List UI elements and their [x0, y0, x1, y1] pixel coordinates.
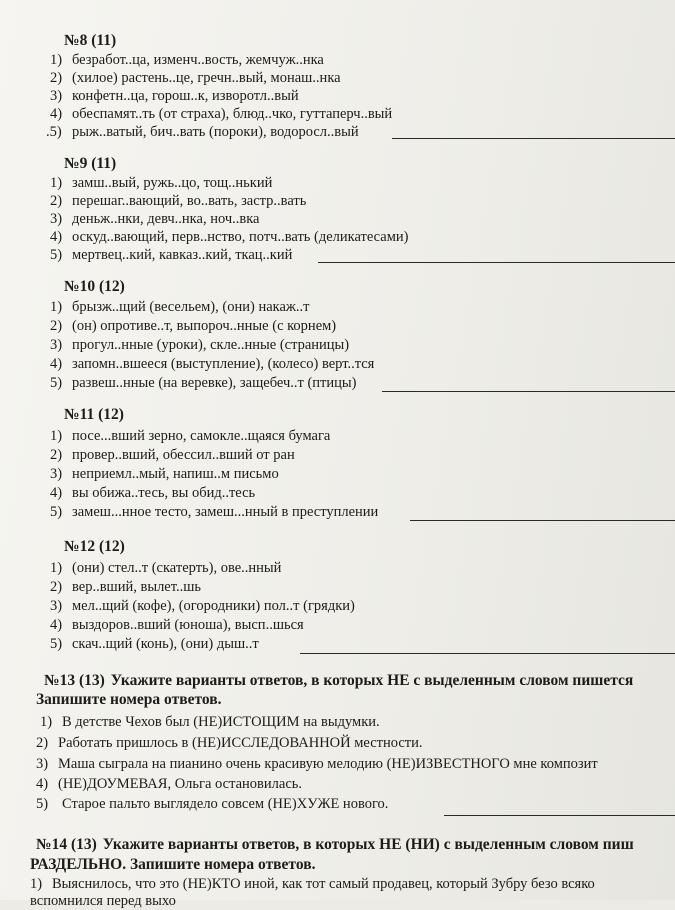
answer-line[interactable] [300, 653, 675, 654]
task-number: №14 (13) [36, 836, 97, 853]
item-number: 1) [50, 560, 63, 576]
item-text: мел..щий (кофе), (огородники) пол..т (грядки) [72, 598, 355, 614]
task-9-item-2 [50, 193, 306, 210]
item-number: 1) [50, 52, 63, 68]
item-number: 2) [50, 70, 63, 86]
item-text: деньж..нки, девч..нка, ноч..вка [72, 211, 260, 227]
item-number: 5) [36, 796, 49, 812]
item-text: посе...вший зерно, самокле..щаяся бумага [72, 428, 331, 444]
answer-line[interactable] [318, 262, 675, 263]
item-text: провер..вший, обессил..вший от ран [72, 447, 295, 463]
item-number: 1) [50, 175, 63, 191]
item-number: 4) [36, 776, 49, 792]
task-11-title: №11 (12) [64, 406, 124, 423]
task-11-item-3 [50, 466, 279, 483]
item-number: 2) [50, 318, 63, 334]
task-9-item-5 [50, 247, 292, 264]
item-text: оскуд..вающий, перв..нство, потч..вать (деликатесами) [72, 229, 409, 245]
task-10-item-3 [50, 337, 349, 354]
item-text: Выяснилось, что это (НЕ)КТО иной, как тот самый продавец, который Зубру безо всяко [52, 876, 595, 892]
item-text: выздоров..вший (юноша), высп..шься [72, 617, 304, 633]
task-8-title: №8 (11) [64, 32, 117, 49]
task-14-item-1-continued [30, 893, 176, 910]
answer-line[interactable] [410, 520, 675, 521]
item-text: конфетн..ца, горош..к, изворотл..вый [72, 88, 299, 104]
task-number: №13 (13) [44, 672, 105, 689]
item-text: (хилое) растень..це, гречн..вый, монаш..нка [72, 70, 341, 86]
task-13-item-3 [36, 756, 598, 773]
task-13-item-5 [36, 796, 388, 813]
answer-line[interactable] [392, 138, 675, 139]
item-text: скач..щий (конь), (они) дыш..т [72, 636, 259, 652]
task-8-item-1 [50, 52, 324, 69]
item-number: 2) [50, 447, 63, 463]
item-text: (НЕ)ДОУМЕВАЯ, Ольга остановилась. [58, 776, 302, 792]
item-text: безработ..ца, изменч..вость, жемчуж..нка [72, 52, 324, 68]
task-11-item-5 [50, 504, 378, 521]
task-8-item-5 [46, 124, 359, 141]
item-text: В детстве Чехов был (НЕ)ИСТОЩИМ на выдумки. [62, 714, 380, 730]
item-number: 3) [50, 466, 63, 482]
item-number: 4) [50, 229, 63, 245]
task-8-item-3 [50, 88, 299, 105]
task-instruction: Укажите варианты ответов, в которых НЕ с выделенным словом пишется [110, 672, 634, 689]
item-number: 4) [50, 356, 63, 372]
task-12-item-3 [50, 598, 355, 615]
item-text: рыж..ватый, бич..вать (пороки), водоросл..вый [72, 124, 359, 140]
task-9-item-3 [50, 211, 259, 228]
item-number: 3) [50, 211, 63, 227]
item-number: 1) [50, 299, 63, 315]
item-number: 5) [50, 504, 63, 520]
task-10-item-5 [50, 375, 356, 392]
item-text: развеш..нные (на веревке), защебеч..т (птицы) [72, 375, 357, 391]
task-13-item-2 [36, 735, 423, 752]
item-text: вспомнился перед выхо [30, 893, 176, 909]
task-13-title [44, 672, 633, 690]
item-text: неприемл..мый, напиш..м письмо [72, 466, 279, 482]
item-number: 2) [50, 579, 63, 595]
item-number: 5) [50, 636, 63, 652]
item-number: 3) [36, 756, 49, 772]
item-number: 3) [50, 337, 63, 353]
answer-line[interactable] [382, 391, 675, 392]
item-number: 1) [30, 876, 43, 892]
item-text: замеш...нное тесто, замеш...нный в преступлении [72, 504, 379, 520]
task-8-item-2 [50, 70, 341, 87]
task-12-item-2 [50, 579, 201, 596]
item-number: 5) [50, 247, 63, 263]
item-text: Работать пришлось в (НЕ)ИССЛЕДОВАННОЙ местности. [58, 735, 423, 751]
answer-line[interactable] [444, 815, 675, 816]
task-13-item-1 [40, 714, 380, 731]
task-10-title: №10 (12) [64, 278, 125, 295]
item-number: 4) [50, 106, 63, 122]
task-11-item-2 [50, 447, 295, 464]
task-11-item-4 [50, 485, 255, 502]
task-12-item-1 [50, 560, 281, 577]
task-12-item-4 [50, 617, 304, 634]
item-number: .5) [46, 124, 62, 140]
task-14-item-1 [30, 876, 595, 893]
item-number: 2) [36, 735, 49, 751]
item-text: замш..вый, ружь..цо, тощ..нький [72, 175, 273, 191]
item-text: запомн..вшееся (выступление), (колесо) верт..тся [72, 356, 375, 372]
item-number: 5) [50, 375, 63, 391]
item-text: прогул..нные (уроки), скле..нные (страницы) [72, 337, 350, 353]
task-9-item-4 [50, 229, 409, 246]
task-13-item-4 [36, 776, 302, 793]
task-14-title [36, 836, 634, 854]
item-number: 3) [50, 88, 63, 104]
item-number: 1) [50, 428, 63, 444]
task-14-subline: РАЗДЕЛЬНО. Запишите номера ответов. [30, 856, 316, 873]
item-text: обеспамят..ть (от страха), блюд..чко, гуттаперч..вый [72, 106, 393, 122]
task-13-subline: Запишите номера ответов. [36, 691, 222, 708]
item-text: мертвец..кий, кавказ..кий, ткац..кий [72, 247, 293, 263]
item-number: 4) [50, 617, 63, 633]
task-10-item-2 [50, 318, 336, 335]
item-text: вы обижа..тесь, вы обид..тесь [72, 485, 256, 501]
task-8-item-4 [50, 106, 392, 123]
task-instruction: Укажите варианты ответов, в которых НЕ (НИ) с выделенным словом пиш [102, 836, 634, 853]
item-number: 1) [40, 714, 53, 730]
item-text: вер..вший, вылет..шь [72, 579, 202, 595]
item-text: (они) стел..т (скатерть), ове..нный [72, 560, 282, 576]
item-text: Маша сыграла на пианино очень красивую мелодию (НЕ)ИЗВЕСТНОГО мне композит [58, 756, 598, 772]
task-10-item-1 [50, 299, 310, 316]
task-9-title: №9 (11) [64, 155, 117, 172]
item-text: (он) опротиве..т, выпороч..нные (с корнем) [72, 318, 337, 334]
task-12-title: №12 (12) [64, 538, 125, 555]
item-number: 3) [50, 598, 63, 614]
item-text: Старое пальто выглядело совсем (НЕ)ХУЖЕ нового. [62, 796, 389, 812]
item-number: 2) [50, 193, 63, 209]
task-9-item-1 [50, 175, 272, 192]
task-10-item-4 [50, 356, 374, 373]
item-text: брызж..щий (весельем), (они) накаж..т [72, 299, 310, 315]
task-12-item-5 [50, 636, 259, 653]
item-number: 4) [50, 485, 63, 501]
item-text: перешаг..вающий, во..вать, застр..вать [72, 193, 307, 209]
task-11-item-1 [50, 428, 330, 445]
